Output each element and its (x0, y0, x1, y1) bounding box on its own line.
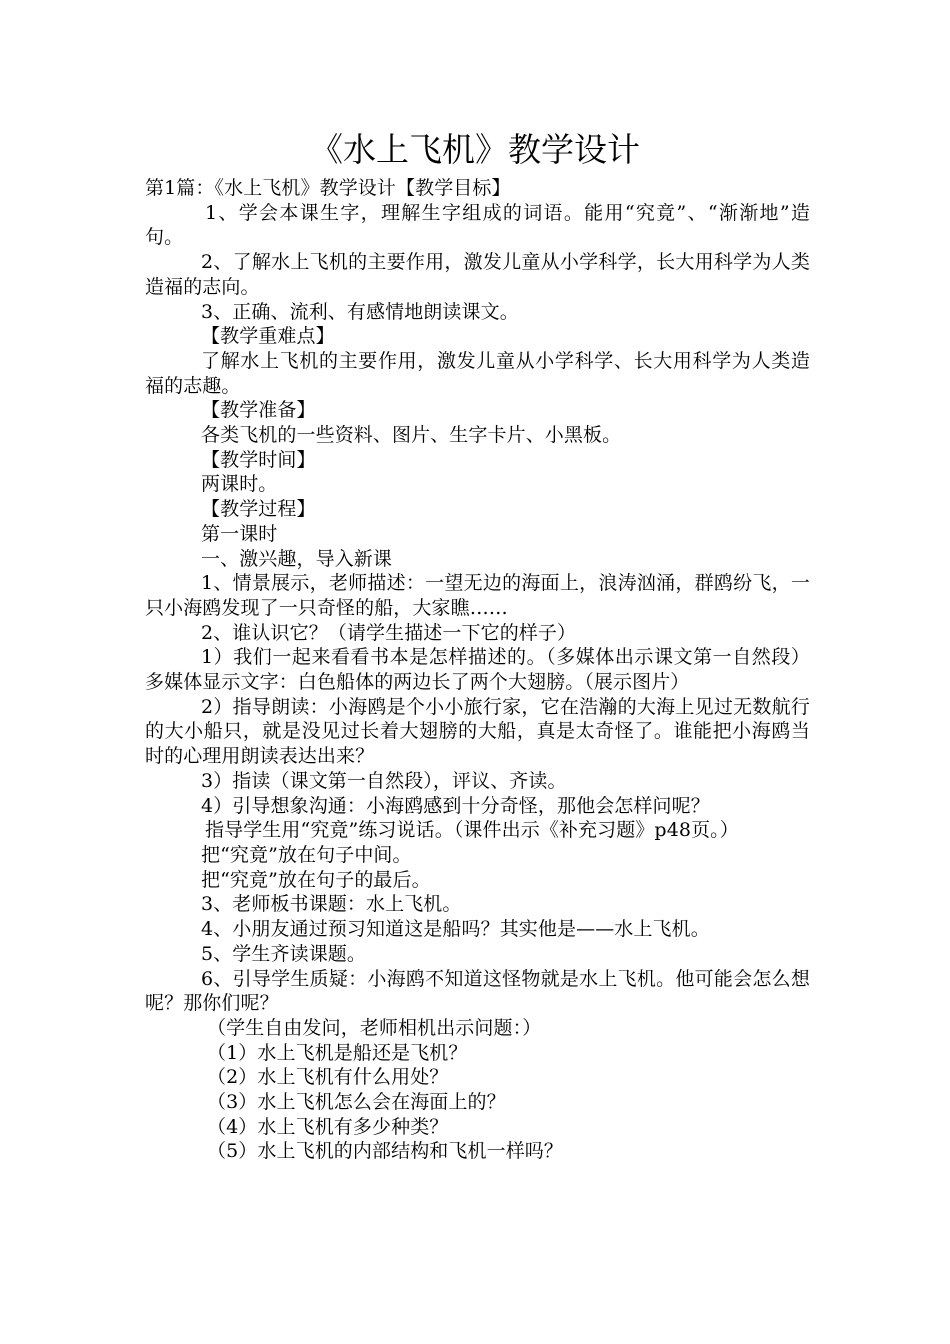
paragraph-practice-middle: 把“究竟”放在句子中间。 (201, 843, 412, 866)
paragraph-question-4: （4）水上飞机有多少种类？ (207, 1115, 449, 1138)
document-title: 《水上飞机》教学设计 (310, 130, 640, 169)
paragraph-preparation: 各类飞机的一些资料、图片、生字卡片、小黑板。 (201, 424, 622, 447)
paragraph-heading: 第1篇：《水上飞机》教学设计【教学目标】 (145, 177, 511, 199)
paragraph-questions-intro: （学生自由发问，老师相机出示问题：） (207, 1016, 542, 1039)
paragraph-sub-4: 4）引导想象沟通：小海鸥感到十分奇怪，那他会怎样问呢？ (201, 794, 710, 817)
paragraph-sub-2: 2）指导朗读：小海鸥是个小小旅行家，它在浩瀚的大海上见过无数航行的大小船只，就是没见过长着大翅膀的大船，真是太奇怪了。谁能把小海鸥当时的心理用朗读表达出来？ (145, 695, 810, 768)
paragraph-step-1-4: 4、小朋友通过预习知道这是船吗？其实他是——水上飞机。 (201, 918, 710, 941)
paragraph-step-1-6: 6、引导学生质疑：小海鸥不知道这怪物就是水上飞机。他可能会怎么想呢？那你们呢？ (145, 967, 810, 1015)
document-body (145, 176, 810, 1164)
paragraph-question-1: （1）水上飞机是船还是飞机？ (207, 1041, 468, 1064)
section-key-points: 【教学重难点】 (201, 325, 335, 348)
section-time: 【教学时间】 (201, 448, 316, 471)
paragraph-time: 两课时。 (201, 473, 278, 496)
paragraph-practice: 指导学生用“究竟”练习说话。（课件出示《补充习题》p48页。） (205, 819, 739, 842)
paragraph-step-1-1: 1、情景展示，老师描述：一望无边的海面上，浪涛汹涌，群鸥纷飞，一只小海鸥发现了一只奇怪的船，大家瞧…… (145, 572, 810, 619)
paragraph-key-points: 了解水上飞机的主要作用，激发儿童从小学科学、长大用科学为人类造福的志趣。 (145, 349, 810, 397)
paragraph-sub-3: 3）指读（课文第一自然段），评议、齐读。 (201, 769, 567, 792)
paragraph-question-2: （2）水上飞机有什么用处？ (207, 1066, 449, 1089)
section-process: 【教学过程】 (201, 498, 316, 521)
paragraph-goal-2: 2、了解水上飞机的主要作用，激发儿童从小学科学，长大用科学为人类造福的志向。 (145, 251, 810, 298)
paragraph-goal-1: 1、学会本课生字，理解生字组成的词语。能用“究竟”、“渐渐地”造句。 (145, 201, 810, 249)
paragraph-first-lesson: 第一课时 (201, 522, 278, 545)
paragraph-sub-1: 1）我们一起来看看书本是怎样描述的。（多媒体出示课文第一自然段）多媒体显示文字：白色船体的两边长了两个大翅膀。（展示图片） (145, 646, 810, 694)
paragraph-practice-end: 把“究竟”放在句子的最后。 (201, 868, 431, 891)
section-preparation: 【教学准备】 (201, 399, 316, 422)
paragraph-step-1-3: 3、老师板书课题：水上飞机。 (201, 893, 462, 916)
paragraph-question-5: （5）水上飞机的内部结构和飞机一样吗？ (207, 1140, 563, 1163)
paragraph-step-1-5: 5、学生齐读课题。 (201, 942, 366, 965)
paragraph-step-1: 一、激兴趣，导入新课 (201, 547, 393, 570)
paragraph-question-3: （3）水上飞机怎么会在海面上的？ (207, 1091, 506, 1114)
paragraph-step-1-2: 2、谁认识它？（请学生描述一下它的样子） (201, 621, 577, 644)
paragraph-goal-3: 3、正确、流利、有感情地朗读课文。 (201, 300, 519, 323)
